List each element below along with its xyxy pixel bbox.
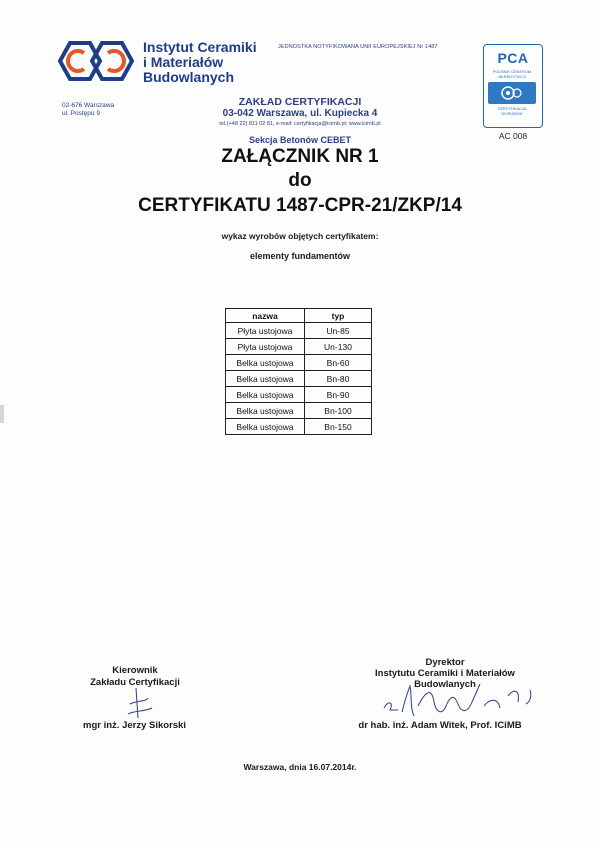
left-signatory-name: mgr inż. Jerzy Sikorski <box>83 720 186 731</box>
pca-subtitle-line: AKREDYTACJI <box>498 74 526 79</box>
notified-body-text: JEDNOSTKA NOTYFIKOWANA UNII EUROPEJSKIEJ Nr 1487 <box>278 44 438 50</box>
left-handwritten-signature-icon <box>108 684 168 722</box>
institute-name <box>143 40 273 85</box>
product-name-cell: Belka ustojowa <box>226 419 305 435</box>
pca-cert-line: CERTYFIKACJA <box>497 107 527 111</box>
role-line: Kierownik <box>112 665 158 676</box>
accreditation-code: AC 008 <box>498 131 528 141</box>
pca-title: PCA <box>497 50 529 66</box>
product-name-cell: Belka ustojowa <box>226 355 305 371</box>
pca-emblem-icon <box>488 82 536 104</box>
product-type-cell: Un-85 <box>305 323 372 339</box>
role-line: Dyrektor <box>425 657 465 668</box>
role-line: Budowlanych <box>414 679 476 690</box>
institute-name-line: Budowlanych <box>143 69 235 85</box>
product-name-cell: Belka ustojowa <box>226 371 305 387</box>
unit-contact: tel.(+48 22) 811 02 81, e-mail: certyfikacja@icimb.pl; www.icimb.pl <box>219 121 381 127</box>
issue-date: Warszawa, dnia 16.07.2014r. <box>243 762 357 772</box>
attachment-connector: do <box>288 170 312 191</box>
group-caption: elementy fundamentów <box>249 251 350 261</box>
table-row <box>226 371 372 387</box>
table-row <box>226 419 372 435</box>
product-type-cell: Bn-80 <box>305 371 372 387</box>
pca-cert-line: WYROBÓW <box>501 111 523 116</box>
list-caption: wykaz wyrobów objętych certyfikatem: <box>221 231 379 241</box>
product-name-cell: Płyta ustojowa <box>226 339 305 355</box>
scan-punch-mark <box>0 405 4 423</box>
institute-address <box>62 102 114 118</box>
column-header-type: typ <box>305 309 372 323</box>
product-type-cell: Un-130 <box>305 339 372 355</box>
product-name-cell: Płyta ustojowa <box>226 323 305 339</box>
product-type-cell: Bn-60 <box>305 355 372 371</box>
product-type-cell: Bn-90 <box>305 387 372 403</box>
right-handwritten-signature-icon <box>380 676 550 726</box>
unit-section: Sekcja Betonów CEBET <box>248 135 352 145</box>
product-name-cell: Belka ustojowa <box>226 387 305 403</box>
certificate-number: CERTYFIKATU 1487-CPR-21/ZKP/14 <box>138 195 462 216</box>
table-row <box>226 387 372 403</box>
attachment-title: ZAŁĄCZNIK NR 1 <box>221 146 379 167</box>
role-line: Instytutu Ceramiki i Materiałów <box>375 668 515 679</box>
unit-title: ZAKŁAD CERTYFIKACJI <box>238 96 362 108</box>
address-line: 02-676 Warszawa <box>62 102 115 109</box>
role-line: Zakładu Certyfikacji <box>90 677 180 688</box>
pca-subtitle-line: POLSKIE CENTRUM <box>492 69 532 74</box>
product-type-cell: Bn-100 <box>305 403 372 419</box>
product-type-cell: Bn-150 <box>305 419 372 435</box>
table-header-row <box>226 309 372 323</box>
institute-name-line: i Materiałów <box>143 54 224 70</box>
pca-cert-label <box>486 107 538 116</box>
table-row <box>226 323 372 339</box>
right-signatory-name: dr hab. inż. Adam Witek, Prof. ICiMB <box>358 720 522 731</box>
table-row <box>226 339 372 355</box>
address-line: ul. Postępu 9 <box>62 110 100 117</box>
products-table <box>225 308 372 435</box>
institute-logo-icon <box>56 38 136 84</box>
column-header-name: nazwa <box>226 309 305 323</box>
table-row <box>226 355 372 371</box>
table-row <box>226 403 372 419</box>
unit-address: 03-042 Warszawa, ul. Kupiecka 4 <box>222 108 378 119</box>
institute-name-line: Instytut Ceramiki <box>143 39 257 55</box>
pca-subtitle <box>486 69 538 79</box>
product-name-cell: Belka ustojowa <box>226 403 305 419</box>
